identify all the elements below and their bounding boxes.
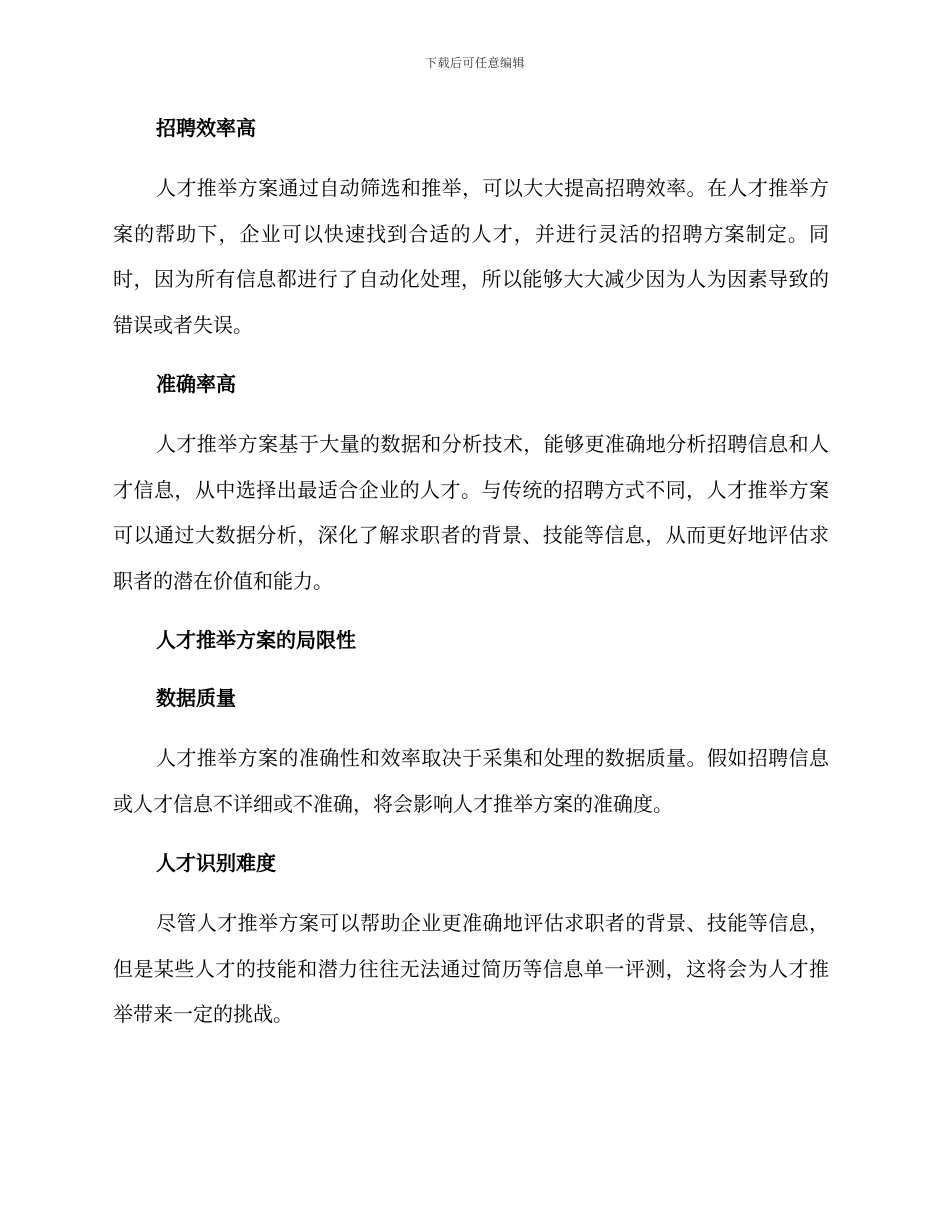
section-heading-talent-identification: 人才识别难度: [156, 851, 276, 875]
paragraph-talent-identification: 尽管人才推举方案可以帮助企业更准确地评估求职者的背景、技能等信息，但是某些人才的技能和潜力往往无法通过简历等信息单一评测，这将会为人才推举带来一定的挑战。: [113, 911, 829, 1026]
header-note: 下载后可任意编辑: [424, 56, 525, 70]
section-heading-accuracy: 准确率高: [156, 372, 236, 396]
section-heading-data-quality: 数据质量: [156, 686, 236, 710]
document-body: [113, 112, 829, 1038]
paragraph-data-quality: 人才推举方案的准确性和效率取决于采集和处理的数据质量。假如招聘信息或人才信息不详细或不准确，将会影响人才推举方案的准确度。: [113, 746, 829, 816]
paragraph-recruit-efficiency: 人才推举方案通过自动筛选和推举，可以大大提高招聘效率。在人才推举方案的帮助下，企业可以快速找到合适的人才，并进行灵活的招聘方案制定。同时，因为所有信息都进行了自动化处理，所以能够大大减少因为人为因素导致的错误或者失误。: [113, 176, 829, 337]
section-heading-limitations: 人才推举方案的局限性: [156, 628, 356, 652]
paragraph-accuracy: 人才推举方案基于大量的数据和分析技术，能够更准确地分析招聘信息和人才信息，从中选择出最适合企业的人才。与传统的招聘方式不同，人才推举方案可以通过大数据分析，深化了解求职者的背景、技能等信息，从而更好地评估求职者的潜在价值和能力。: [113, 432, 829, 593]
section-heading-recruit-efficiency: 招聘效率高: [156, 116, 256, 140]
